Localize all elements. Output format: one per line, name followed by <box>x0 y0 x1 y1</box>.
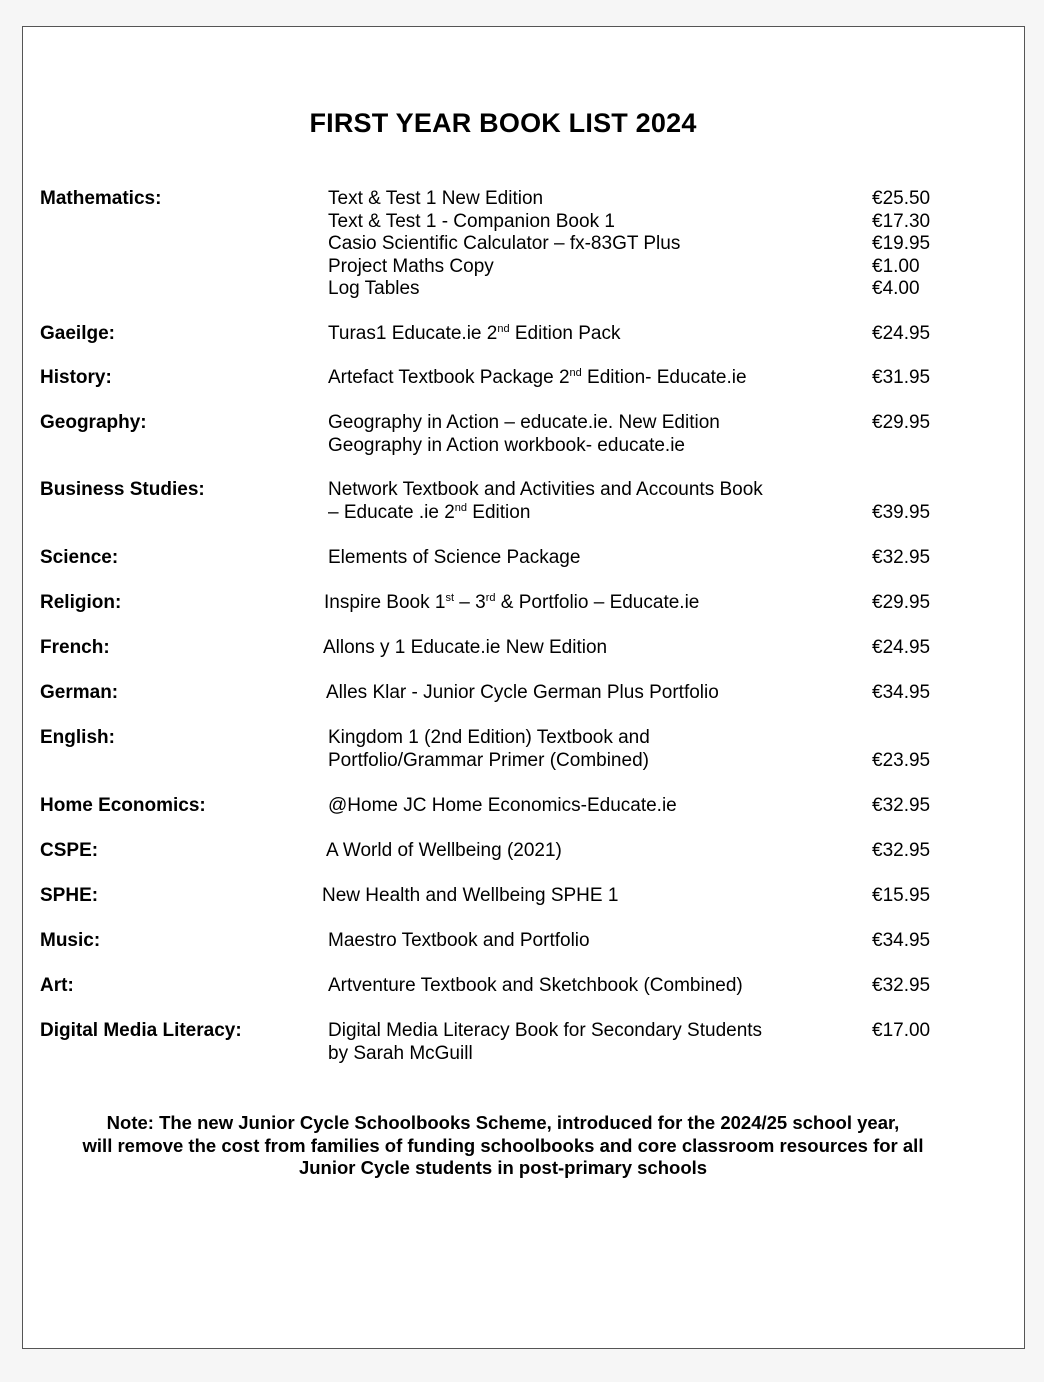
book-list <box>328 547 580 570</box>
subject-label: German: <box>40 682 119 703</box>
subject-label: Home Economics: <box>40 795 206 816</box>
price: €34.95 <box>872 682 931 703</box>
price-list <box>872 479 930 524</box>
book-list <box>328 930 590 953</box>
book-list <box>328 727 650 772</box>
price-list <box>872 323 930 346</box>
subject-label: Science: <box>40 547 119 568</box>
book-item: A World of Wellbeing (2021) <box>326 840 562 861</box>
ordinal-suffix: rd <box>485 592 496 604</box>
subject-label: SPHE: <box>40 885 99 906</box>
ordinal-suffix: nd <box>497 323 510 335</box>
price <box>872 1043 930 1066</box>
book-list <box>323 637 607 660</box>
price: €34.95 <box>872 930 931 951</box>
price: €23.95 <box>872 749 931 771</box>
price-list <box>872 1020 930 1065</box>
price: €19.95 <box>872 233 931 254</box>
ordinal-suffix: st <box>445 592 455 604</box>
subject-label: Geography: <box>40 412 147 433</box>
price-list <box>872 795 930 818</box>
subject-label: Art: <box>40 975 74 996</box>
price-list <box>872 727 930 772</box>
book-item: Digital Media Literacy Book for Secondary Students <box>328 1020 763 1041</box>
book-list <box>324 592 699 615</box>
book-item: Turas1 Educate.ie 2nd Edition Pack <box>328 323 621 344</box>
price-list <box>872 412 930 457</box>
price-list <box>872 637 930 660</box>
price: €24.95 <box>872 637 931 658</box>
book-item: Network Textbook and Activities and Accounts Book <box>328 479 763 500</box>
ordinal-suffix: nd <box>454 501 468 514</box>
subject-label: Business Studies: <box>40 479 205 500</box>
book-item: Text & Test 1 - Companion Book 1 <box>328 210 615 232</box>
price-list <box>872 188 930 301</box>
price: €24.95 <box>872 323 931 344</box>
book-item: Kingdom 1 (2nd Edition) Textbook and <box>328 727 650 748</box>
book-item: Log Tables <box>328 278 420 299</box>
document-page <box>22 26 1025 1349</box>
book-list <box>328 975 743 998</box>
book-item: Casio Scientific Calculator – fx-83GT Plus <box>328 233 681 254</box>
price: €15.95 <box>872 885 931 906</box>
subject-label: French: <box>40 637 110 658</box>
price: €39.95 <box>872 501 931 523</box>
price: €25.50 <box>872 188 931 209</box>
price: €31.95 <box>872 367 931 388</box>
book-list <box>328 367 747 390</box>
price: €1.00 <box>872 255 920 277</box>
price <box>872 727 930 750</box>
book-list <box>328 412 720 457</box>
subject-label: History: <box>40 367 112 388</box>
subject-label: Gaeilge: <box>40 323 115 344</box>
book-list <box>328 479 763 524</box>
book-item: Project Maths Copy <box>328 255 494 277</box>
price: €29.95 <box>872 592 931 613</box>
price: €29.95 <box>872 412 931 433</box>
book-item: – Educate .ie 2nd Edition <box>328 501 531 523</box>
ordinal-suffix: nd <box>569 367 582 379</box>
price: €17.00 <box>872 1020 931 1041</box>
subject-label: Religion: <box>40 592 122 613</box>
subject-label: CSPE: <box>40 840 99 861</box>
price <box>872 479 930 502</box>
price: €32.95 <box>872 795 931 816</box>
book-item: Elements of Science Package <box>328 547 581 568</box>
book-list <box>328 188 680 301</box>
book-item: Alles Klar - Junior Cycle German Plus Portfolio <box>326 682 719 703</box>
book-item: Geography in Action workbook- educate.ie <box>328 434 685 456</box>
book-list <box>328 323 621 346</box>
book-item: New Health and Wellbeing SPHE 1 <box>322 885 619 906</box>
schoolbooks-scheme-note <box>23 1112 983 1180</box>
price: €4.00 <box>872 278 920 299</box>
subject-label: English: <box>40 727 115 748</box>
book-item: Artventure Textbook and Sketchbook (Combined) <box>328 975 743 996</box>
subject-label: Music: <box>40 930 101 951</box>
price: €32.95 <box>872 840 931 861</box>
book-item: Maestro Textbook and Portfolio <box>328 930 590 951</box>
subject-label: Digital Media Literacy: <box>40 1020 242 1041</box>
book-item: Artefact Textbook Package 2nd Edition- Educate.ie <box>328 367 747 388</box>
book-list <box>328 795 677 818</box>
subject-label: Mathematics: <box>40 188 162 209</box>
price-list <box>872 592 930 615</box>
book-item: Inspire Book 1st – 3rd & Portfolio – Educate.ie <box>324 592 700 613</box>
book-list <box>322 885 618 908</box>
price-list <box>872 930 930 953</box>
price-list <box>872 367 930 390</box>
book-item: Portfolio/Grammar Primer (Combined) <box>328 749 649 771</box>
price-list <box>872 682 930 705</box>
book-item: Allons y 1 Educate.ie New Edition <box>323 637 608 658</box>
book-item: Text & Test 1 New Edition <box>328 188 544 209</box>
price-list <box>872 885 930 908</box>
book-item: by Sarah McGuill <box>328 1042 473 1064</box>
price: €17.30 <box>872 210 931 232</box>
price-list <box>872 547 930 570</box>
price-list <box>872 840 930 863</box>
note-line: Junior Cycle students in post-primary schools <box>298 1157 708 1178</box>
book-list <box>328 1020 762 1065</box>
page-title: FIRST YEAR BOOK LIST 2024 <box>309 108 697 138</box>
book-item: Geography in Action – educate.ie. New Edition <box>328 412 720 433</box>
note-line: will remove the cost from families of funding schoolbooks and core classroom resources for all <box>82 1134 924 1156</box>
book-item: @Home JC Home Economics-Educate.ie <box>328 795 677 816</box>
price-list <box>872 975 930 998</box>
price: €32.95 <box>872 975 931 996</box>
book-list <box>326 840 562 863</box>
price: €32.95 <box>872 547 931 568</box>
book-list <box>326 682 719 705</box>
price <box>872 435 930 458</box>
note-line: Note: The new Junior Cycle Schoolbooks Scheme, introduced for the 2024/25 school year, <box>106 1112 900 1133</box>
